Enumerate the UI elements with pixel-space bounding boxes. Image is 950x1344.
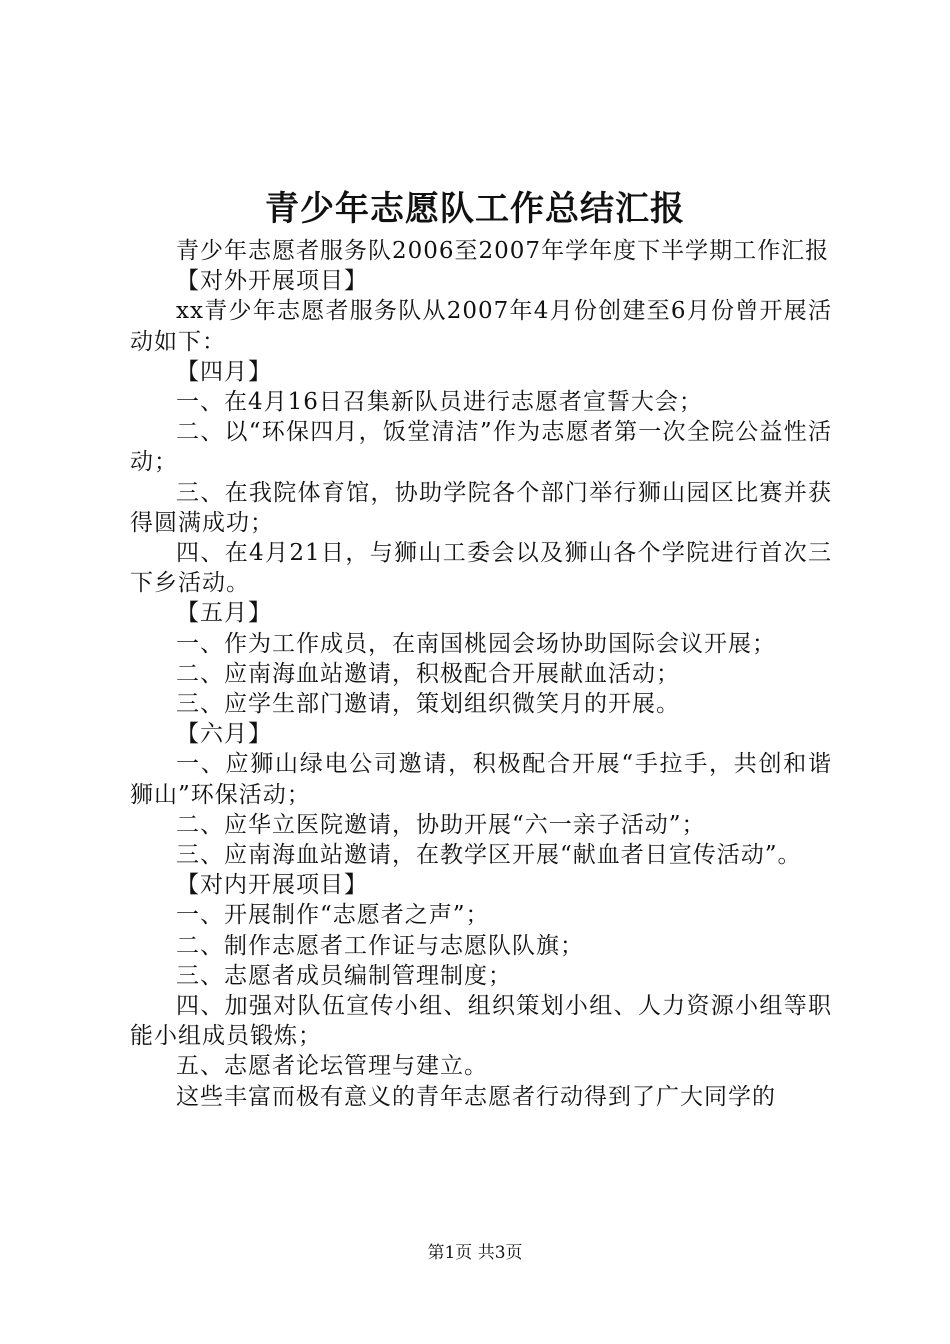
page-footer: 第1页 共3页 [427,1243,523,1263]
list-item: 四、加强对队伍宣传小组、组织策划小组、人力资源小组等职能小组成员锻炼； [130,993,832,1050]
list-item: 一、作为工作成员，在南国桃园会场协助国际会议开展； [176,630,776,657]
list-item: 三、应南海血站邀请，在教学区开展“献血者日宣传活动”。 [176,842,802,869]
section-heading: 【对内开展项目】 [176,872,368,899]
list-item: 四、在4月21日，与狮山工委会以及狮山各个学院进行首次三下乡活动。 [130,540,832,597]
list-item: 二、应华立医院邀请，协助开展“六一亲子活动”； [176,811,706,838]
paragraph: 青少年志愿者服务队2006至2007年学年度下半学期工作汇报 [176,238,830,264]
paragraph: 这些丰富而极有意义的青年志愿者行动得到了广大同学的 [176,1083,776,1110]
list-item: 一、应狮山绿电公司邀请，积极配合开展“手拉手，共创和谐狮山”环保活动； [130,751,832,808]
list-item: 三、应学生部门邀请，策划组织微笑月的开展。 [176,691,680,718]
list-item: 二、应南海血站邀请，积极配合开展献血活动； [176,660,680,687]
section-heading: 【六月】 [176,721,272,748]
document-body [130,236,832,1112]
list-item: 一、开展制作“志愿者之声”； [176,902,490,929]
section-heading: 【四月】 [176,358,272,385]
section-heading: 【对外开展项目】 [176,268,368,295]
document-title: 青少年志愿队工作总结汇报 [265,189,685,229]
section-heading: 【五月】 [176,600,272,627]
list-item: 三、志愿者成员编制管理制度； [176,962,512,989]
list-item: 二、以“环保四月，饭堂清洁”作为志愿者第一次全院公益性活动； [130,419,832,476]
list-item: 二、制作志愿者工作证与志愿队队旗； [176,932,584,959]
list-item: 一、在4月16日召集新队员进行志愿者宣誓大会； [176,389,703,416]
list-item: 三、在我院体育馆，协助学院各个部门举行狮山园区比赛并获得圆满成功； [130,479,832,536]
list-item: 五、志愿者论坛管理与建立。 [176,1053,488,1080]
paragraph: xx青少年志愿者服务队从2007年4月份创建至6月份曾开展活动如下： [130,298,832,355]
